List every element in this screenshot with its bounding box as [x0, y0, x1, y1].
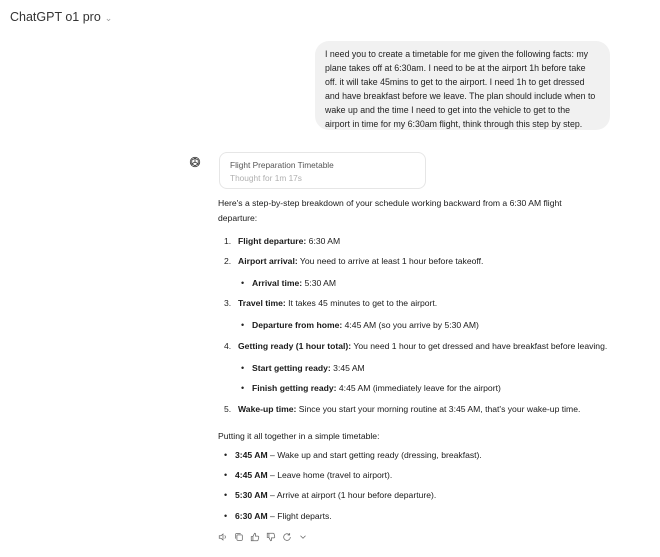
thought-duration: Thought for 1m 17s — [230, 173, 302, 183]
user-message-line: wake up and the time I need to get into the vehicle to get to the — [325, 105, 571, 115]
list-item — [241, 382, 501, 395]
bullet-icon: • — [224, 490, 228, 500]
list-item — [224, 297, 437, 310]
list-item — [241, 319, 479, 332]
bullet-icon: • — [241, 383, 245, 393]
chevron-down-icon: ⌄ — [104, 12, 113, 23]
bullet-icon: • — [241, 320, 245, 330]
openai-logo-icon — [189, 156, 201, 168]
sub-label: Start getting ready: — [252, 363, 331, 373]
timetable-time: 6:30 AM — [235, 511, 268, 521]
step-number: 2. — [224, 256, 232, 266]
sub-label: Finish getting ready: — [252, 383, 337, 393]
step-text: It takes 45 minutes to get to the airport. — [285, 298, 438, 308]
timetable-text: – Arrive at airport (1 hour before departure). — [267, 490, 437, 500]
user-message-line: airport in time for my 6:30am flight, think through this step by step. — [325, 119, 583, 129]
list-item — [224, 489, 436, 502]
model-title: ChatGPT o1 pro — [10, 10, 101, 24]
sub-text: 5:30 AM — [302, 278, 337, 288]
intro-line: Here's a step-by-step breakdown of your schedule working backward from a 6:30 AM flight — [218, 198, 562, 208]
list-item — [224, 449, 482, 462]
list-item — [241, 362, 365, 375]
intro-line: departure: — [218, 213, 258, 223]
list-item — [224, 469, 392, 482]
regenerate-icon[interactable] — [282, 532, 292, 542]
step-number: 4. — [224, 341, 232, 351]
model-selector[interactable] — [10, 8, 112, 26]
user-message — [315, 41, 610, 130]
bullet-icon: • — [241, 363, 245, 373]
step-text: You need to arrive at least 1 hour before takeoff. — [297, 256, 484, 266]
list-item — [224, 340, 607, 353]
sub-label: Departure from home: — [252, 320, 343, 330]
sub-text: 4:45 AM (immediately leave for the airport) — [336, 383, 501, 393]
timetable-time: 4:45 AM — [235, 470, 268, 480]
list-item — [224, 510, 332, 523]
summary-intro: Putting it all together in a simple timetable: — [218, 431, 380, 441]
step-number: 1. — [224, 236, 232, 246]
sub-text: 3:45 AM — [330, 363, 365, 373]
bullet-icon: • — [224, 450, 228, 460]
list-item — [224, 235, 340, 248]
user-message-line: off. it will take 45mins to get to the airport. I need 1h to get dressed — [325, 77, 585, 87]
timetable-text: – Leave home (travel to airport). — [267, 470, 393, 480]
copy-icon[interactable] — [234, 532, 244, 542]
step-number: 5. — [224, 404, 232, 414]
step-label: Airport arrival: — [238, 256, 298, 266]
timetable-time: 3:45 AM — [235, 450, 268, 460]
step-text: 6:30 AM — [306, 236, 341, 246]
list-item — [224, 255, 483, 268]
step-label: Getting ready (1 hour total): — [238, 341, 352, 351]
step-label: Travel time: — [238, 298, 286, 308]
thought-summary-card[interactable] — [219, 152, 426, 189]
user-message-line: plane takes off at 6:30am. I need to be at the airport 1h before take — [325, 63, 586, 73]
step-text: Since you start your morning routine at 3:45 AM, that's your wake-up time. — [296, 404, 581, 414]
step-text: You need 1 hour to get dressed and have breakfast before leaving. — [351, 341, 608, 351]
chevron-down-icon[interactable] — [298, 532, 308, 542]
timetable-time: 5:30 AM — [235, 490, 268, 500]
user-message-line: I need you to create a timetable for me given the following facts: my — [325, 49, 589, 59]
timetable-text: – Flight departs. — [267, 511, 332, 521]
timetable-text: – Wake up and start getting ready (dressing, breakfast). — [267, 450, 482, 460]
bullet-icon: • — [224, 470, 228, 480]
message-actions — [218, 531, 308, 543]
list-item — [241, 277, 336, 290]
step-label: Flight departure: — [238, 236, 307, 246]
thought-title: Flight Preparation Timetable — [230, 160, 334, 170]
bullet-icon: • — [241, 278, 245, 288]
step-label: Wake-up time: — [238, 404, 297, 414]
thumbs-up-icon[interactable] — [250, 532, 260, 542]
user-message-line: and have breakfast before we leave. The plan should include when to — [325, 91, 596, 101]
list-item — [224, 403, 580, 416]
bullet-icon: • — [224, 511, 228, 521]
sub-label: Arrival time: — [252, 278, 303, 288]
sub-text: 4:45 AM (so you arrive by 5:30 AM) — [342, 320, 479, 330]
thumbs-down-icon[interactable] — [266, 532, 276, 542]
step-number: 3. — [224, 298, 232, 308]
speaker-icon[interactable] — [218, 532, 228, 542]
